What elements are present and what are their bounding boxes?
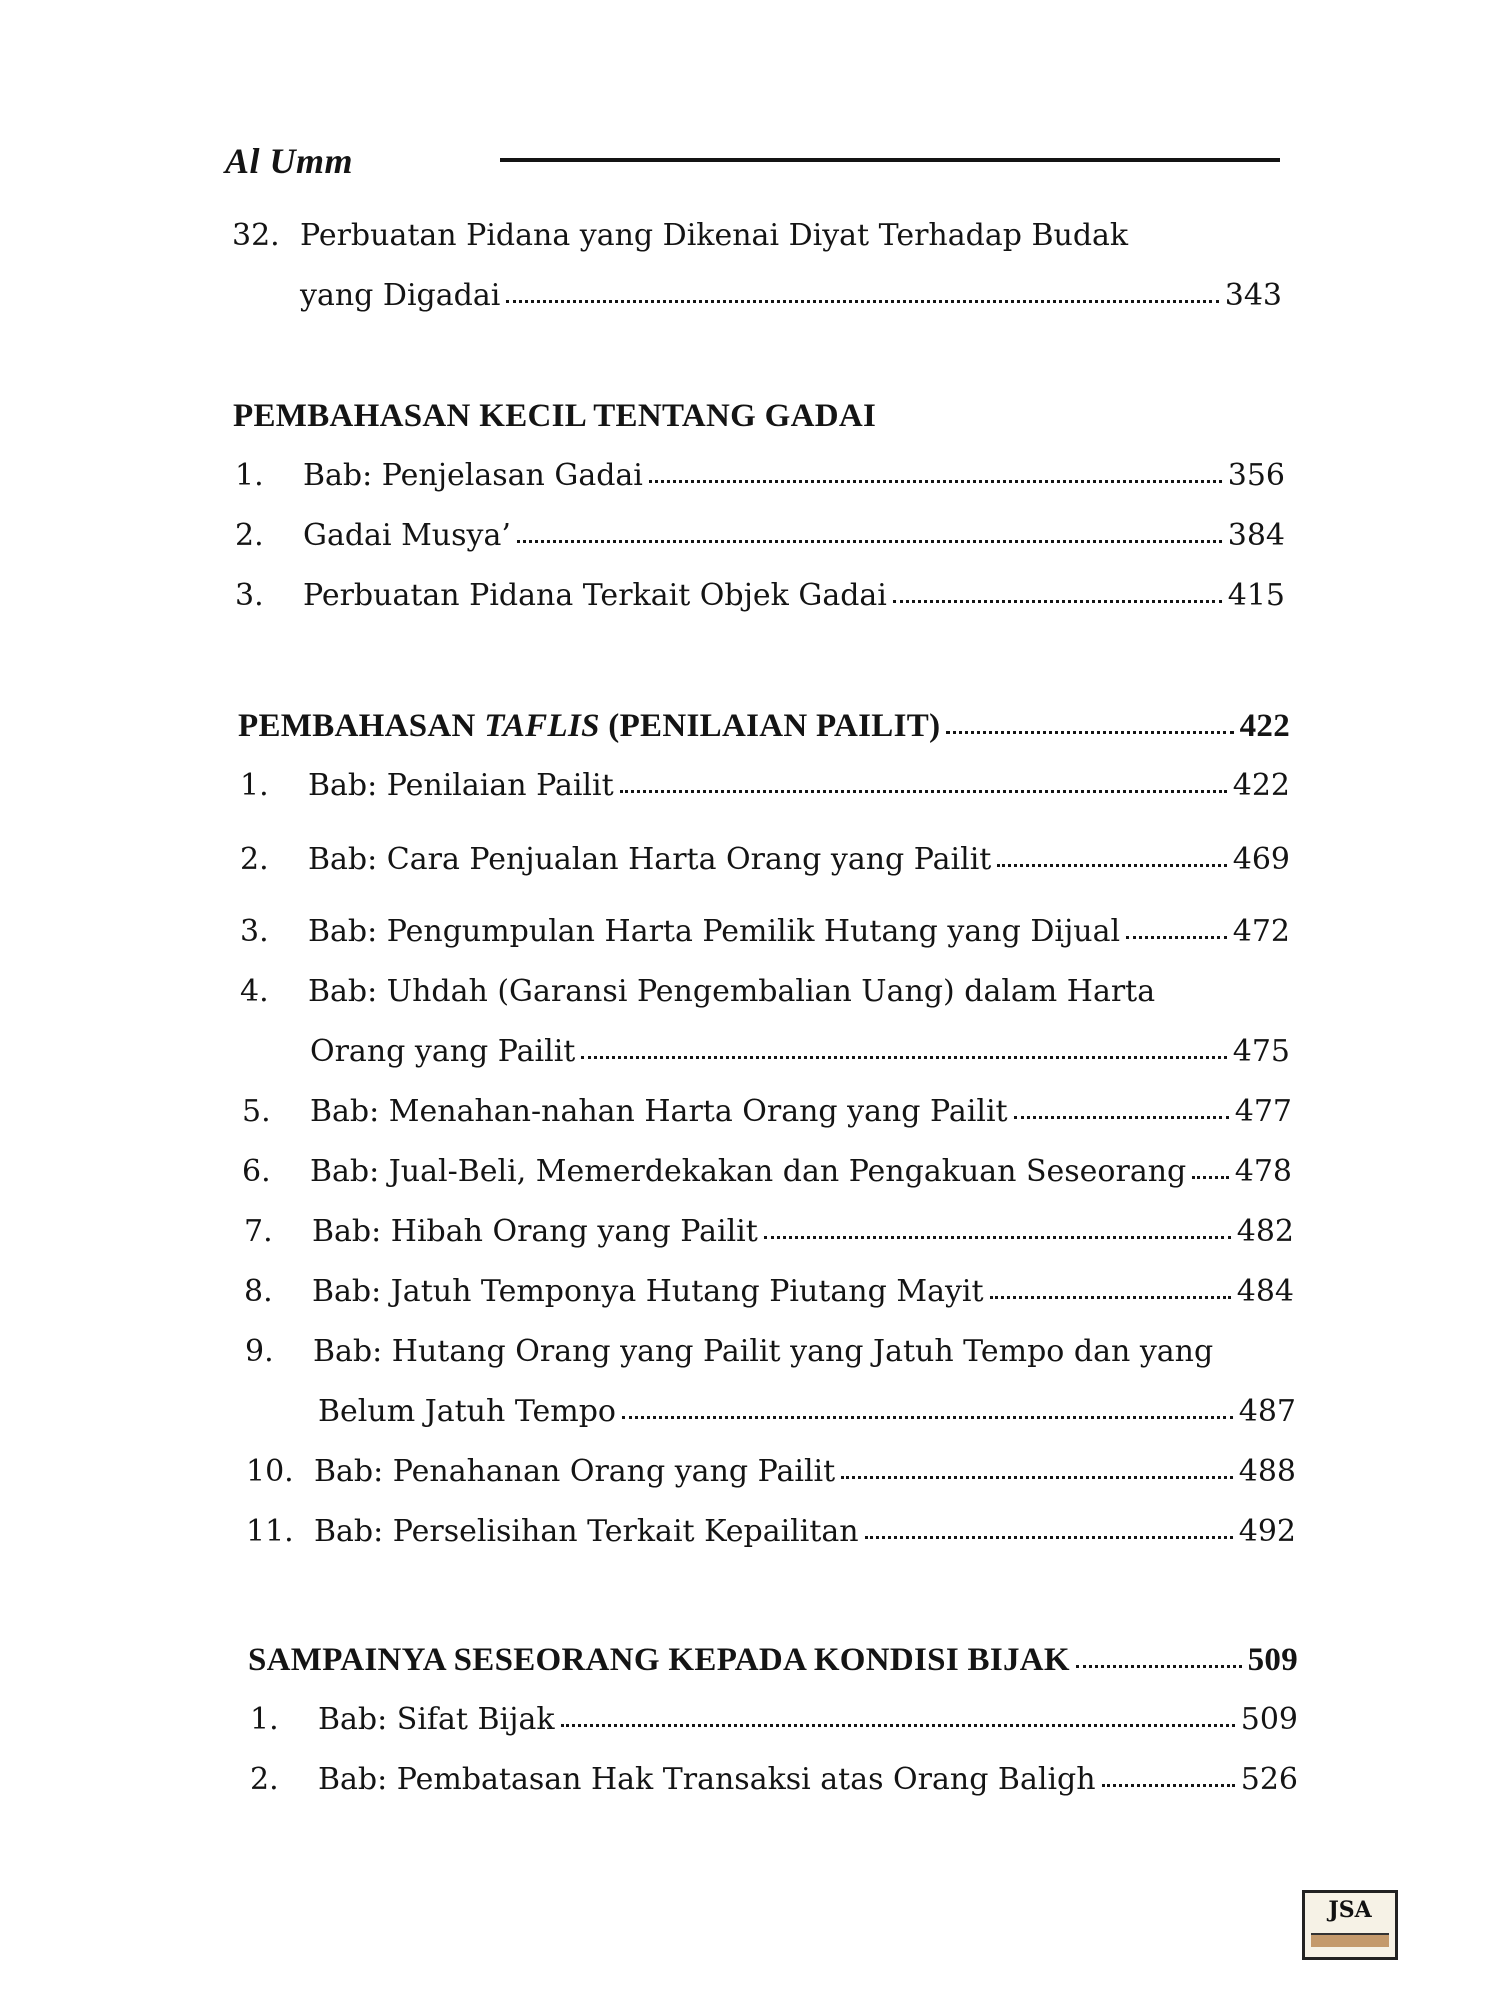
dot-leader [1192, 1172, 1229, 1179]
toc-entry [250, 1702, 1298, 1762]
entry-number: 4. [240, 974, 269, 1009]
dot-leader [997, 860, 1226, 867]
entry-title: Bab: Sifat Bijak [318, 1702, 555, 1737]
dot-leader [517, 536, 1222, 543]
toc-entry [235, 578, 1285, 638]
section-heading-gadai [233, 398, 876, 435]
dot-leader [1102, 1780, 1235, 1787]
dot-leader [622, 1412, 1233, 1419]
entry-title-continued: Belum Jatuh Tempo [318, 1394, 616, 1429]
entry-title: Bab: Penjelasan Gadai [303, 458, 643, 493]
entry-number: 3. [235, 578, 264, 613]
entry-title: Bab: Hutang Orang yang Pailit yang Jatuh Tempo dan yang [313, 1334, 1214, 1369]
header-rule [500, 158, 1280, 162]
toc-entry [246, 1514, 1296, 1574]
dot-leader [865, 1532, 1233, 1539]
entry-number: 9. [245, 1334, 274, 1369]
section-heading-bijak [248, 1642, 1298, 1679]
dot-leader [946, 727, 1233, 734]
toc-entry [240, 842, 1290, 902]
toc-entry-continued [310, 1034, 1290, 1094]
entry-title: Bab: Hibah Orang yang Pailit [312, 1214, 758, 1249]
entry-number: 2. [240, 842, 269, 877]
entry-title-continued: yang Digadai [300, 278, 501, 313]
dot-leader [764, 1232, 1231, 1239]
dot-leader [620, 786, 1227, 793]
dot-leader [581, 1052, 1226, 1059]
entry-number: 32. [232, 218, 280, 253]
section-heading-taflis [238, 708, 1290, 745]
dot-leader [649, 476, 1222, 483]
entry-title: Perbuatan Pidana yang Dikenai Diyat Terhadap Budak [300, 218, 1129, 253]
toc-entry [242, 1154, 1292, 1214]
entry-title: Bab: Pengumpulan Harta Pemilik Hutang yang Dijual [308, 914, 1121, 949]
entry-title-continued: Orang yang Pailit [310, 1034, 576, 1069]
toc-entry [240, 914, 1290, 974]
section-page: 509 [1247, 1642, 1298, 1678]
toc-entry-continued [318, 1394, 1296, 1454]
toc-entry [244, 1214, 1294, 1274]
running-head: Al Umm [225, 141, 354, 181]
toc-entry [235, 458, 1285, 518]
entry-title: Perbuatan Pidana Terkait Objek Gadai [303, 578, 887, 613]
entry-page: 475 [1232, 1034, 1290, 1069]
entry-page: 484 [1236, 1274, 1294, 1309]
dot-leader [1076, 1661, 1242, 1668]
entry-page: 477 [1234, 1094, 1292, 1129]
toc-entry [240, 768, 1290, 828]
entry-title: Bab: Uhdah (Garansi Pengembalian Uang) dalam Harta [308, 974, 1156, 1009]
entry-page: 488 [1238, 1454, 1296, 1489]
entry-title: Bab: Cara Penjualan Harta Orang yang Pailit [308, 842, 992, 877]
entry-number: 2. [250, 1762, 279, 1797]
entry-title: Bab: Jatuh Temponya Hutang Piutang Mayit [312, 1274, 984, 1309]
entry-page: 482 [1236, 1214, 1294, 1249]
toc-entry [242, 1094, 1292, 1154]
entry-title: Bab: Jual-Beli, Memerdekakan dan Pengakuan Seseorang [310, 1154, 1187, 1189]
entry-page: 472 [1232, 914, 1290, 949]
toc-entry [250, 1762, 1298, 1822]
entry-number: 11. [246, 1514, 294, 1549]
entry-title: Bab: Penahanan Orang yang Pailit [314, 1454, 836, 1489]
section-page: 422 [1239, 708, 1290, 744]
entry-number: 5. [242, 1094, 271, 1129]
entry-number: 7. [244, 1214, 273, 1249]
section-title: SAMPAINYA SESEORANG KEPADA KONDISI BIJAK [248, 1642, 1070, 1678]
entry-number: 3. [240, 914, 269, 949]
toc-entry [240, 974, 1290, 1034]
dot-leader [506, 296, 1218, 303]
entry-page: 384 [1227, 518, 1285, 553]
dot-leader [990, 1292, 1231, 1299]
entry-page: 356 [1227, 458, 1285, 493]
toc-entry [244, 1274, 1294, 1334]
toc-entry [246, 1454, 1296, 1514]
entry-title: Bab: Menahan-nahan Harta Orang yang Pailit [310, 1094, 1008, 1129]
entry-page: 487 [1238, 1394, 1296, 1429]
toc-entry [235, 518, 1285, 578]
section-title-italic: TAFLIS [484, 708, 600, 744]
entry-title: Gadai Musya’ [303, 518, 511, 553]
jsa-logo [1302, 1890, 1398, 1960]
entry-number: 10. [246, 1454, 294, 1489]
dot-leader [1126, 932, 1227, 939]
entry-number: 2. [235, 518, 264, 553]
dot-leader [561, 1720, 1235, 1727]
entry-number: 1. [240, 768, 269, 803]
entry-page: 343 [1224, 278, 1282, 313]
logo-text: JSA [1328, 1897, 1372, 1923]
entry-page: 492 [1238, 1514, 1296, 1549]
entry-number: 1. [250, 1702, 279, 1737]
section-title: PEMBAHASAN TAFLIS (PENILAIAN PAILIT) [238, 708, 941, 744]
section-title: PEMBAHASAN KECIL TENTANG GADAI [233, 398, 877, 434]
entry-number: 1. [235, 458, 264, 493]
entry-title: Bab: Perselisihan Terkait Kepailitan [314, 1514, 859, 1549]
toc-entry [245, 1334, 1295, 1394]
entry-page: 469 [1232, 842, 1290, 877]
toc-entry-32-continued [300, 278, 1282, 338]
toc-entry-32 [232, 218, 1282, 278]
entry-number: 8. [244, 1274, 273, 1309]
dot-leader [1014, 1112, 1229, 1119]
dot-leader [841, 1472, 1233, 1479]
entry-page: 478 [1234, 1154, 1292, 1189]
entry-page: 422 [1232, 768, 1290, 803]
entry-page: 509 [1240, 1702, 1298, 1737]
logo-stripe [1311, 1933, 1389, 1947]
dot-leader [893, 596, 1222, 603]
entry-number: 6. [242, 1154, 271, 1189]
entry-page: 526 [1240, 1762, 1298, 1797]
entry-title: Bab: Penilaian Pailit [308, 768, 614, 803]
entry-title: Bab: Pembatasan Hak Transaksi atas Orang Baligh [318, 1762, 1096, 1797]
entry-page: 415 [1227, 578, 1285, 613]
